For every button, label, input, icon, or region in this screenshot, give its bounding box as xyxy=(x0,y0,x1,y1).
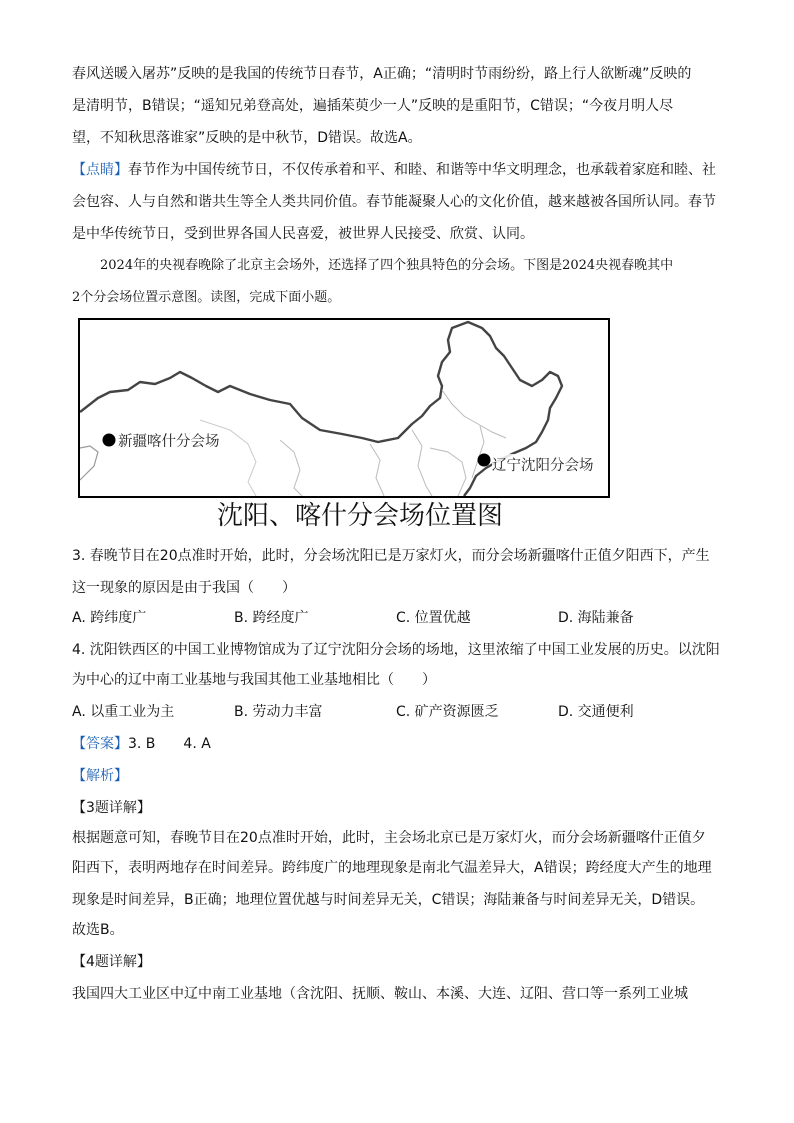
detail-tag: 【4题详解】 xyxy=(72,954,151,970)
analysis-tag: 【解析】 xyxy=(72,768,128,784)
option-a: A. 跨纬度广 xyxy=(72,610,147,626)
question-stem: 这一现象的原因是由于我国（ ） xyxy=(72,580,296,596)
option-c: C. 位置优越 xyxy=(396,610,471,626)
answer-tag: 【答案】 xyxy=(72,736,128,752)
question-stem: 为中心的辽中南工业基地与我国其他工业基地相比（ ） xyxy=(72,672,436,688)
shenyang-marker xyxy=(478,454,491,467)
answer-line xyxy=(72,734,211,754)
location-map xyxy=(78,318,610,498)
option-b: B. 劳动力丰富 xyxy=(234,704,323,720)
border-outline xyxy=(80,322,562,496)
detail-tag: 【3题详解】 xyxy=(72,800,151,816)
question-stem: 3. 春晚节目在20点准时开始，此时，分会场沈阳已是万家灯火，而分会场新疆喀什正值夕阳西下，产生 xyxy=(72,548,710,564)
option-d: D. 海陆兼备 xyxy=(558,610,634,626)
comment-line: 是中华传统节日，受到世界各国人民喜爱，被世界人民接受、欣赏、认同。 xyxy=(72,226,534,242)
comment-line: 会包容、人与自然和谐共生等全人类共同价值。春节能凝聚人心的文化价值，越来越被各国所认同。春节 xyxy=(72,194,716,210)
map-caption: 沈阳、喀什分会场位置图 xyxy=(216,501,503,531)
comment-tag: 【点睛】 xyxy=(72,162,128,178)
detail-line: 现象是时间差异，B正确；地理位置优越与时间差异无关，C错误；海陆兼备与时间差异无关，D错误。 xyxy=(72,892,705,908)
province-boundary xyxy=(442,390,506,438)
intro-line: 2个分会场位置示意图。读图，完成下面小题。 xyxy=(72,290,341,305)
paragraph-line: 望，不知秋思落谁家”反映的是中秋节，D错误。故选A。 xyxy=(72,130,422,146)
shenyang-label: 辽宁沈阳分会场 xyxy=(492,454,594,475)
intro-line: 2024年的央视春晚除了北京主会场外，还选择了四个独具特色的分会场。下图是2024央视春晚其中 xyxy=(100,258,674,273)
option-c: C. 矿产资源匮乏 xyxy=(396,704,499,720)
province-boundary xyxy=(412,430,432,496)
option-b: B. 跨经度广 xyxy=(234,610,309,626)
kashgar-marker xyxy=(103,434,116,447)
question-stem: 4. 沈阳铁西区的中国工业博物馆成为了辽宁沈阳分会场的场地，这里浓缩了中国工业发展的历史。以沈阳 xyxy=(72,642,720,658)
paragraph-line: 是清明节，B错误；“遥知兄弟登高处，遍插茱萸少一人”反映的是重阳节，C错误；“今夜月明人尽 xyxy=(72,98,674,114)
comment-line: 【点睛】春节作为中国传统节日，不仅传承着和平、和睦、和谐等中华文明理念，也承载着家庭和睦、社 xyxy=(72,162,716,178)
province-boundary xyxy=(430,448,466,496)
province-boundary xyxy=(280,440,302,496)
kashgar-label: 新疆喀什分会场 xyxy=(118,434,220,450)
detail-line: 故选B。 xyxy=(72,922,124,938)
border-outline xyxy=(80,446,98,480)
answer-text: 3. B 4. A xyxy=(128,736,211,752)
detail-line: 我国四大工业区中辽中南工业基地（含沈阳、抚顺、鞍山、本溪、大连、辽阳、营口等一系列工业城 xyxy=(72,986,688,1002)
detail-line: 根据题意可知，春晚节目在20点准时开始，此时，主会场北京已是万家灯火，而分会场新疆喀什正值夕 xyxy=(72,830,706,846)
option-a: A. 以重工业为主 xyxy=(72,704,175,720)
province-boundary xyxy=(370,444,384,496)
paragraph-line: 春风送暖入屠苏”反映的是我国的传统节日春节，A正确；“清明时节雨纷纷，路上行人欲断魂”反映的 xyxy=(72,66,692,82)
option-d: D. 交通便利 xyxy=(558,704,634,720)
detail-line: 阳西下，表明两地存在时间差异。跨纬度广的地理现象是南北气温差异大，A错误；跨经度大产生的地理 xyxy=(72,860,712,876)
